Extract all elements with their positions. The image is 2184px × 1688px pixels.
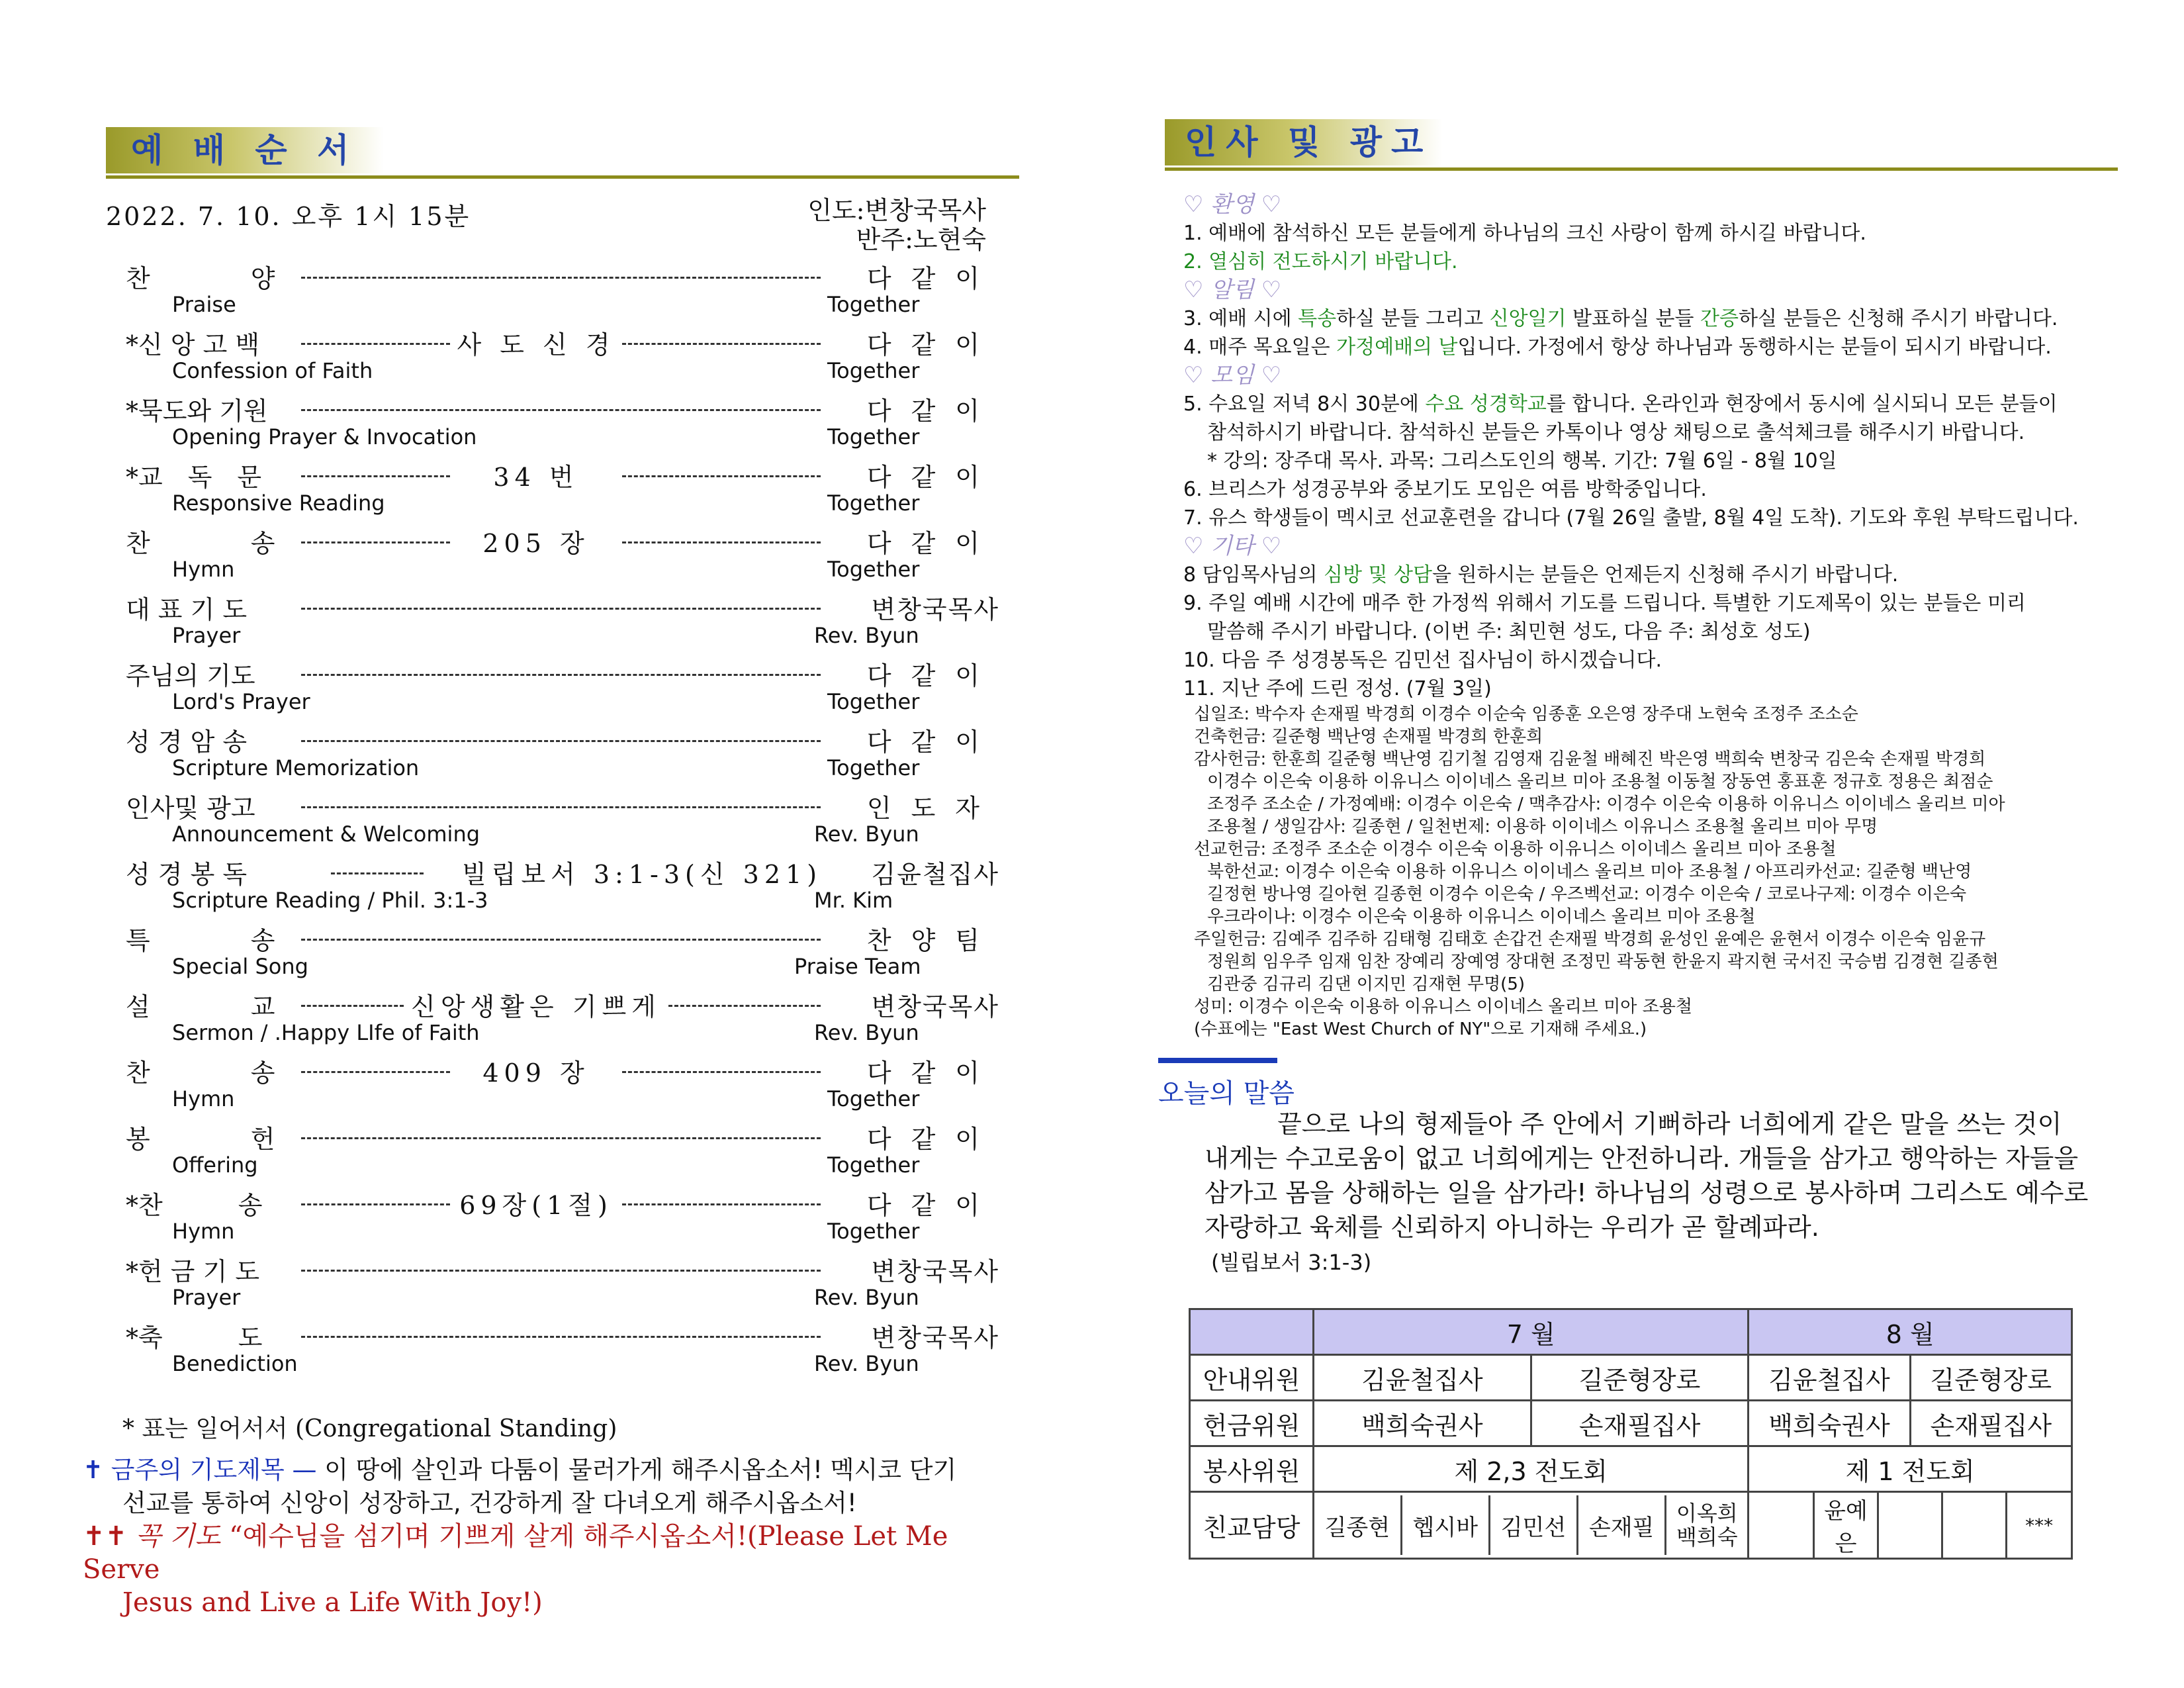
dash-leader <box>301 1270 821 1272</box>
worship-item-performer-english: Rev. Byun <box>814 623 919 648</box>
worship-item-title: 대 표 기 도 <box>126 595 248 624</box>
worship-item-performer: 다같이 <box>866 330 999 359</box>
duty-cell: 윤예은 <box>1813 1493 1878 1558</box>
accompanist: 반주:노현숙 <box>856 225 986 254</box>
worship-item-english: Praise <box>172 292 236 317</box>
worship-item-performer: 변창국목사 <box>871 1323 999 1352</box>
announcements-section-header <box>1165 119 2118 171</box>
announcement-2: 2. 열심히 전도하시기 바랍니다. <box>1183 250 1458 273</box>
category-notice: ♡ 알림 ♡ <box>1183 277 1282 303</box>
worship-item-title: 성 경 봉 독 <box>126 860 248 889</box>
worship-item-english: Hymn <box>172 557 235 582</box>
must-prayer-text: “예수님을 섬기며 기쁘게 살게 해주시옵소서!(Please Let Me Serve <box>83 1521 948 1585</box>
duty-cell <box>1942 1493 2007 1558</box>
announcement-9-line2: 말씀해 주시기 바랍니다. (이번 주: 최민현 성도, 다음 주: 최성호 성도) <box>1207 620 1811 643</box>
worship-item-english: Hymn <box>172 1086 235 1111</box>
worship-item <box>126 793 999 859</box>
dash-leader <box>301 806 821 808</box>
dash-leader <box>301 608 821 610</box>
role-cell: 헌금위원 <box>1190 1401 1314 1446</box>
announcement-6: 6. 브리스가 성경공부와 중보기도 모임은 여름 방학중입니다. <box>1183 478 1707 501</box>
announcements-list <box>1183 191 2169 1041</box>
duty-cell: 헵시바 <box>1401 1495 1489 1555</box>
fellowship-cell-july <box>1314 1492 1749 1559</box>
duty-cell: 김윤철집사 <box>1314 1355 1531 1401</box>
table-corner <box>1190 1309 1314 1355</box>
worship-item-detail: 409 장 <box>482 1058 590 1088</box>
duty-cell: 길종현 <box>1314 1495 1401 1555</box>
announcement-5-line2: 참석하시기 바랍니다. 참석하신 분들은 카톡이나 영상 채팅으로 출석체크를 해주시기 바랍니다. <box>1207 421 2025 444</box>
offering-line: 이경수 이은숙 이용하 이유니스 이이네스 올리브 미아 조용철 이동철 장동연 홍표훈 정규호 정용은 최점순 <box>1207 772 1993 792</box>
must-prayer-label: 꼭 기도 <box>135 1521 221 1552</box>
dash-leader <box>301 475 450 477</box>
table-header-row <box>1190 1309 2072 1355</box>
worship-item <box>126 396 999 462</box>
word-line: 내게는 수고로움이 없고 너희에게는 안전하니라. 개들을 삼가고 행악하는 자들을 <box>1205 1144 2079 1173</box>
worship-item-title: 봉 헌 <box>126 1125 275 1154</box>
duty-cell: 손재필 <box>1578 1495 1666 1555</box>
worship-item-english: Scripture Reading / Phil. 3:1-3 <box>172 888 488 913</box>
worship-item <box>126 462 999 528</box>
dash-leader <box>301 277 821 279</box>
announcements-page <box>1092 0 2184 1688</box>
announcement-5: 5. 수요일 저녁 8시 30분에 수요 성경학교를 합니다. 온라인과 현장에서 동시에 실시되니 모든 분들이 <box>1183 393 2058 416</box>
worship-item-performer-english: Mr. Kim <box>814 888 893 913</box>
worship-item-performer: 인도자 <box>866 794 999 823</box>
worship-item-title: 주님의 기도 <box>126 661 255 690</box>
worship-section-title: 예 배 순 서 <box>131 131 359 169</box>
word-line: 자랑하고 육체를 신뢰하지 아니하는 우리가 곧 할례파라. <box>1205 1213 1819 1242</box>
offering-line: 우크라이나: 이경수 이은숙 이용하 이유니스 이이네스 올리브 미아 조용철 <box>1207 907 1756 927</box>
worship-item-english: Hymn <box>172 1219 235 1244</box>
worship-item-detail: 사 도 신 경 <box>457 330 615 359</box>
offering-line: 북한선교: 이경수 이은숙 이용하 이유니스 이이네스 올리브 미아 조용철 / 아프리카선교: 길준형 백난영 <box>1207 862 1972 882</box>
worship-item <box>126 1190 999 1256</box>
dash-leader <box>301 674 821 676</box>
header-underline <box>1165 167 2118 171</box>
standing-note: * 표는 일어서서 (Congregational Standing) <box>122 1415 617 1442</box>
worship-item-english: Sermon / .Happy LIfe of Faith <box>172 1020 480 1045</box>
offering-line: 선교헌금: 조정주 조소순 이경수 이은숙 이용하 이유니스 이이네스 올리브 미아 조용철 <box>1194 839 1837 859</box>
duty-cell: 제 2,3 전도회 <box>1314 1446 1749 1492</box>
worship-item-performer-english: Together <box>827 292 920 317</box>
offering-line: 십일조: 박수자 손재필 박경희 이경수 이순숙 임종훈 오은영 장주대 노현숙 조정주 조소순 <box>1194 704 1858 724</box>
worship-item-performer: 다같이 <box>866 264 999 293</box>
must-prayer <box>83 1520 1009 1619</box>
offering-line: 주일헌금: 김예주 김주하 김태형 김태호 손갑건 손재필 박경희 윤성인 윤예은 윤현서 이경수 이은숙 임윤규 <box>1194 929 1986 949</box>
announcement-11: 11. 지난 주에 드린 정성. (7월 3일) <box>1183 677 1492 700</box>
offering-line: (수표에는 "East West Church of NY"으로 기재해 주세요.) <box>1194 1019 1647 1039</box>
cross-icon: ✝ <box>83 1456 104 1484</box>
worship-item-english: Prayer <box>172 623 241 648</box>
duty-cell: 손재필집사 <box>1910 1401 2071 1446</box>
worship-item <box>126 925 999 992</box>
duty-cell: 백희숙권사 <box>1749 1401 1910 1446</box>
announcement-5-line3: * 강의: 장주대 목사. 과목: 그리스도인의 행복. 기간: 7월 6일 - 8월 10일 <box>1207 449 1837 473</box>
table-row <box>1190 1355 2072 1401</box>
worship-item-title: 찬 양 <box>126 264 275 293</box>
dash-leader <box>622 1203 821 1205</box>
worship-item-performer-english: Together <box>827 424 920 449</box>
worship-item <box>126 1323 999 1389</box>
worship-item-detail: 34 번 <box>493 463 579 492</box>
role-cell: 친교담당 <box>1190 1492 1314 1559</box>
month-8-header: 8 월 <box>1749 1309 2072 1355</box>
announcement-10: 10. 다음 주 성경봉독은 김민선 집사님이 하시겠습니다. <box>1183 649 1662 672</box>
worship-item-performer-english: Rev. Byun <box>814 821 919 847</box>
dash-leader <box>301 1071 450 1073</box>
category-welcome: ♡ 환영 ♡ <box>1183 191 1282 218</box>
dash-leader <box>331 872 424 874</box>
worship-item-english: Announcement & Welcoming <box>172 821 480 847</box>
worship-item-performer: 다같이 <box>866 397 999 426</box>
dash-leader <box>301 1137 821 1139</box>
worship-item-title: *묵도와 기원 <box>126 397 268 426</box>
announcement-7: 7. 유스 학생들이 멕시코 선교훈련을 갑니다 (7월 26일 출발, 8월 4일 도착). 기도와 후원 부탁드립니다. <box>1183 506 2079 530</box>
worship-item-performer-english: Together <box>827 491 920 516</box>
worship-item-english: Prayer <box>172 1285 241 1310</box>
weekly-prayer-topic <box>83 1454 1009 1520</box>
worship-item-performer: 찬양팀 <box>866 926 999 955</box>
offering-line: 조정주 조소순 / 가정예배: 이경수 이은숙 / 맥추감사: 이경수 이은숙 이용하 이유니스 이이네스 올리브 미아 <box>1207 794 2005 814</box>
worship-item-title: 인사및 광고 <box>126 794 255 823</box>
offering-line: 건축헌금: 길준형 백난영 손재필 박경희 한훈희 <box>1194 727 1543 747</box>
service-date: 2022. 7. 10. 오후 1시 15분 <box>106 202 471 231</box>
duty-cell: 백희숙권사 <box>1314 1401 1531 1446</box>
prayer-topic-text: 이 땅에 살인과 다툼이 물러가게 해주시옵소서! 멕시코 단기 <box>324 1456 957 1484</box>
worship-item-english: Opening Prayer & Invocation <box>172 424 477 449</box>
worship-item-title: *축 도 <box>126 1323 263 1352</box>
worship-item-performer-english: Rev. Byun <box>814 1020 919 1045</box>
duty-cell: 김민선 <box>1489 1495 1577 1555</box>
worship-item <box>126 1256 999 1323</box>
offering-line: 정원희 임우주 임재 임찬 장예리 장예영 장대현 조정민 곽동현 한윤지 곽지현 국서진 국승범 김경현 길종현 <box>1207 952 1999 972</box>
worship-item <box>126 594 999 661</box>
worship-item-performer-english: Together <box>827 358 920 383</box>
worship-item-performer: 다같이 <box>866 529 999 558</box>
table-row <box>1190 1401 2072 1446</box>
leader: 인도:변창국목사 <box>807 196 986 225</box>
worship-item-title: 설 교 <box>126 992 275 1021</box>
offering-line: 길정현 방나영 길아현 길종현 이경수 이은숙 / 우즈벡선교: 이경수 이은숙 / 코로나구제: 이경수 이은숙 <box>1207 884 1967 904</box>
fellowship-cell-august <box>1749 1492 2072 1559</box>
offering-line: 김관중 김규리 김댄 이지민 김재현 무명(5) <box>1207 974 1525 994</box>
table-row <box>1190 1492 2072 1559</box>
worship-item-title: 찬 송 <box>126 1058 275 1088</box>
dash-leader <box>301 939 821 941</box>
worship-item-detail: 신앙생활은 기쁘게 <box>411 992 661 1021</box>
word-reference: (빌립보서 3:1-3) <box>1211 1250 1372 1275</box>
role-cell: 안내위원 <box>1190 1355 1314 1401</box>
worship-item-title: *교 독 문 <box>126 463 262 492</box>
worship-item-performer: 다같이 <box>866 1058 999 1088</box>
word-line: 끝으로 나의 형제들아 주 안에서 기뻐하라 너희에게 같은 말을 쓰는 것이 <box>1277 1109 2062 1139</box>
duty-cell <box>1749 1493 1813 1558</box>
worship-section-header <box>106 127 1019 179</box>
role-cell: 봉사위원 <box>1190 1446 1314 1492</box>
announcement-1: 1. 예배에 참석하신 모든 분들에게 하나님의 크신 사랑이 함께 하시길 바랍니다. <box>1183 222 1866 245</box>
word-accent-bar <box>1158 1058 1277 1063</box>
worship-item-performer-english: Praise Team <box>794 954 921 979</box>
dash-leader <box>622 343 821 345</box>
worship-item <box>126 1058 999 1124</box>
offering-line: 성미: 이경수 이은숙 이용하 이유니스 이이네스 올리브 미아 조용철 <box>1194 997 1693 1017</box>
dash-leader <box>622 1071 821 1073</box>
worship-item-performer-english: Together <box>827 557 920 582</box>
duty-cell: 길준형장로 <box>1531 1355 1749 1401</box>
worship-item-title: 성 경 암 송 <box>126 727 248 757</box>
dash-leader <box>301 541 450 543</box>
header-underline <box>106 175 1019 179</box>
duty-name: 이옥희 <box>1676 1501 1738 1526</box>
dash-leader <box>301 1005 404 1007</box>
worship-item-performer: 다같이 <box>866 727 999 757</box>
duty-cell: 제 1 전도회 <box>1749 1446 2072 1492</box>
month-7-header: 7 월 <box>1314 1309 1749 1355</box>
worship-item <box>126 661 999 727</box>
service-leaders <box>807 196 986 254</box>
must-prayer-text-2: Jesus and Live a Life With Joy!) <box>122 1587 543 1618</box>
worship-item-detail: 빌립보서 3:1-3(신 321) <box>461 860 823 889</box>
worship-item-performer-english: Rev. Byun <box>814 1351 919 1376</box>
worship-item-english: Lord's Prayer <box>172 689 310 714</box>
worship-item-detail: 69장(1절) <box>459 1191 613 1220</box>
word-line: 삼가고 몸을 상해하는 일을 삼가라! 하나님의 성령으로 봉사하며 그리스도 예수로 <box>1205 1178 2089 1207</box>
worship-item-performer: 김윤철집사 <box>871 860 999 889</box>
worship-item-performer-english: Rev. Byun <box>814 1285 919 1310</box>
table-row <box>1190 1446 2072 1492</box>
dash-leader <box>301 1336 821 1338</box>
duty-cell <box>1878 1493 1942 1558</box>
duty-cell: 김윤철집사 <box>1749 1355 1910 1401</box>
announcement-3: 3. 예배 시에 특송하실 분들 그리고 신앙일기 발표하실 분들 간증하실 분들은 신청해 주시기 바랍니다. <box>1183 307 2058 330</box>
category-etc: ♡ 기타 ♡ <box>1183 533 1282 559</box>
fellowship-subtable-july <box>1314 1495 1747 1555</box>
worship-item-performer-english: Together <box>827 755 920 780</box>
worship-item-title: *신 앙 고 백 <box>126 330 260 359</box>
worship-item-performer: 다같이 <box>866 1191 999 1220</box>
offering-list <box>1183 703 2169 1041</box>
word-title: 오늘의 말씀 <box>1158 1078 1295 1109</box>
worship-item-title: 특 송 <box>126 926 275 955</box>
dash-leader <box>301 343 450 345</box>
worship-item-performer: 다같이 <box>866 661 999 690</box>
double-cross-icon: ✝✝ <box>83 1521 128 1552</box>
worship-item-title: *찬 송 <box>126 1191 263 1220</box>
word-body <box>1205 1107 2091 1244</box>
worship-item-performer: 변창국목사 <box>871 1257 999 1286</box>
worship-item <box>126 727 999 793</box>
worship-item-performer: 변창국목사 <box>871 595 999 624</box>
worship-item-performer: 다같이 <box>866 1125 999 1154</box>
worship-item-performer-english: Together <box>827 1219 920 1244</box>
worship-item <box>126 1124 999 1190</box>
worship-item-performer-english: Together <box>827 1086 920 1111</box>
worship-item-english: Special Song <box>172 954 308 979</box>
dash-leader <box>668 1005 821 1007</box>
dash-leader <box>301 740 821 742</box>
worship-item-title: *헌 금 기 도 <box>126 1257 260 1286</box>
worship-item-english: Scripture Memorization <box>172 755 420 780</box>
dash-leader <box>622 541 821 543</box>
worship-item-title: 찬 송 <box>126 529 275 558</box>
dash-leader <box>622 475 821 477</box>
duty-cell: 손재필집사 <box>1531 1401 1749 1446</box>
duty-roster-table <box>1189 1308 2073 1560</box>
fellowship-subtable-august <box>1749 1493 2071 1558</box>
worship-item-english: Confession of Faith <box>172 358 373 383</box>
announcement-9: 9. 주일 예배 시간에 매주 한 가정씩 위해서 기도를 드립니다. 특별한 기도제목이 있는 분들은 미리 <box>1183 592 2026 615</box>
prayer-topic-text-2: 선교를 통하여 신앙이 성장하고, 건강하게 잘 다녀오게 해주시옵소서! <box>122 1489 857 1517</box>
prayer-topic-label: 금주의 기도제목 — <box>111 1456 317 1484</box>
category-meeting: ♡ 모임 ♡ <box>1183 362 1282 389</box>
duty-cell: *** <box>2025 1514 2054 1536</box>
dash-leader <box>301 1203 450 1205</box>
worship-item-english: Responsive Reading <box>172 491 385 516</box>
announcement-8: 8 담임목사님의 심방 및 상담을 원하시는 분들은 언제든지 신청해 주시기 바랍니다. <box>1183 563 1899 586</box>
announcement-4: 4. 매주 목요일은 가정예배의 날입니다. 가정에서 항상 하나님과 동행하시는 분들이 되시기 바랍니다. <box>1183 336 2052 359</box>
worship-item <box>126 859 999 925</box>
worship-item-performer-english: Together <box>827 1152 920 1178</box>
worship-item <box>126 528 999 594</box>
worship-item <box>126 992 999 1058</box>
offering-line: 조용철 / 생일감사: 길종현 / 일천번제: 이용하 이이네스 이유니스 조용철 올리브 미아 무명 <box>1207 817 1878 837</box>
worship-item <box>126 263 999 330</box>
offering-line: 감사헌금: 한훈희 길준형 백난영 김기철 김영재 김윤철 배혜진 박은영 백희숙 변창국 김은숙 손재필 박경희 <box>1194 749 1986 769</box>
worship-item-performer: 다같이 <box>866 463 999 492</box>
worship-item-english: Offering <box>172 1152 258 1178</box>
worship-item-detail: 205 장 <box>482 529 590 558</box>
worship-item <box>126 330 999 396</box>
duty-cell <box>1666 1495 1748 1555</box>
dash-leader <box>301 409 821 411</box>
duty-name: 백희숙 <box>1676 1524 1738 1550</box>
worship-item-performer: 변창국목사 <box>871 992 999 1021</box>
worship-item-english: Benediction <box>172 1351 298 1376</box>
duty-cell: 길준형장로 <box>1910 1355 2071 1401</box>
worship-item-performer-english: Together <box>827 689 920 714</box>
announcements-section-title: 인사 및 광고 <box>1185 123 1433 162</box>
